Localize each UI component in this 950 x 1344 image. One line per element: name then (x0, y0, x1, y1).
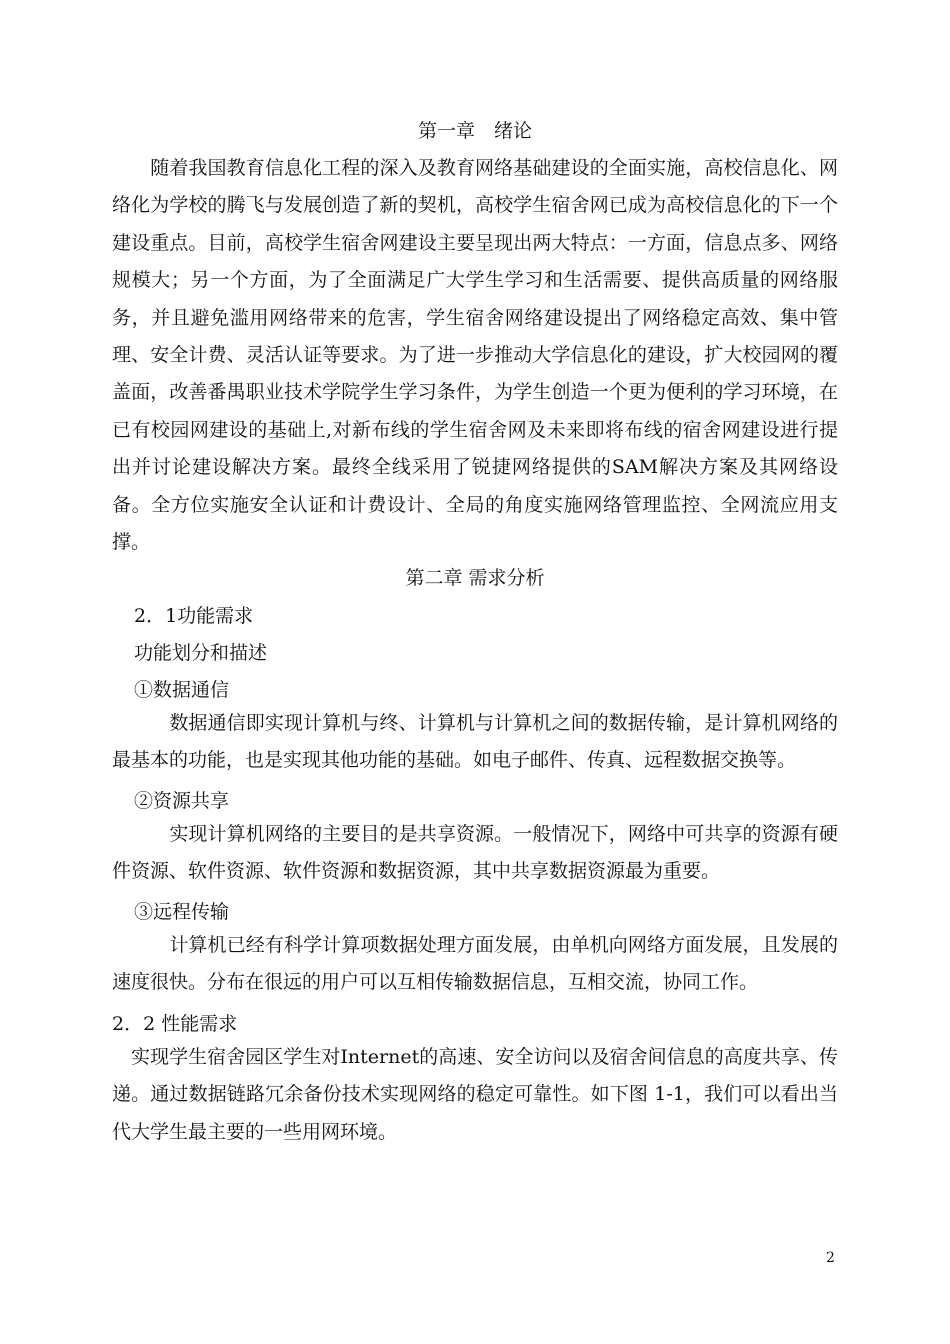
item-2-text: 实现计算机网络的主要目的是共享资源。一般情况下，网络中可共享的资源有硬件资源、软件资源、软件资源和数据资源，其中共享数据资源最为重要。 (112, 823, 838, 883)
item-3-title: ③远程传输 (134, 901, 230, 923)
item-2-title: ②资源共享 (134, 790, 230, 812)
section-2-2-text: 实现学生宿舍园区学生对Internet的高速、安全访问以及宿舍间信息的高度共享、传递。通过数据链路冗余备份技术实现网络的稳定可靠性。如下图 1-1，我们可以看出当代大学生最主要的一些用网环境。 (112, 1046, 838, 1143)
section-2-1-heading: 2．1功能需求 (134, 605, 254, 627)
chapter-2-title: 第二章 需求分析 (405, 567, 545, 589)
page-number: 2 (826, 1250, 835, 1266)
section-2-1-subheading: 功能划分和描述 (134, 642, 268, 664)
item-3-text: 计算机已经有科学计算项数据处理方面发展，由单机向网络方面发展，且发展的速度很快。分布在很远的用户可以互相传输数据信息，互相交流，协同工作。 (112, 934, 838, 994)
section-2-2-heading: 2．2 性能需求 (112, 1013, 238, 1035)
item-1-title: ①数据通信 (134, 679, 230, 701)
chapter-1-paragraph: 随着我国教育信息化工程的深入及教育网络基础建设的全面实施，高校信息化、网络化为学校的腾飞与发展创造了新的契机，高校学生宿舍网已成为高校信息化的下一个建设重点。目前，高校学生宿舍网建设主要呈现出两大特点：一方面，信息点多、网络规模大；另一个方面，为了全面满足广大学生学习和生活需要、提供高质量的网络服务，并且避免滥用网络带来的危害，学生宿舍网络建设提出了网络稳定高效、集中管理、安全计费、灵活认证等要求。为了进一步推动大学信息化的建设，扩大校园网的覆盖面，改善番禺职业技术学院学生学习条件，为学生创造一个更为便利的学习环境，在已有校园网建设的基础上,对新布线的学生宿舍网及未来即将布线的宿舍网建设进行提出并讨论建设解决方案。最终全线采用了锐捷网络提供的SAM解决方案及其网络设备。全方位实施安全认证和计费设计、全局的角度实施网络管理监控、全网流应用支撑。 (112, 157, 838, 554)
item-1-text: 数据通信即实现计算机与终、计算机与计算机之间的数据传输，是计算机网络的最基本的功能，也是实现其他功能的基础。如电子邮件、传真、远程数据交换等。 (112, 712, 838, 772)
chapter-1-title: 第一章 绪论 (417, 120, 532, 142)
